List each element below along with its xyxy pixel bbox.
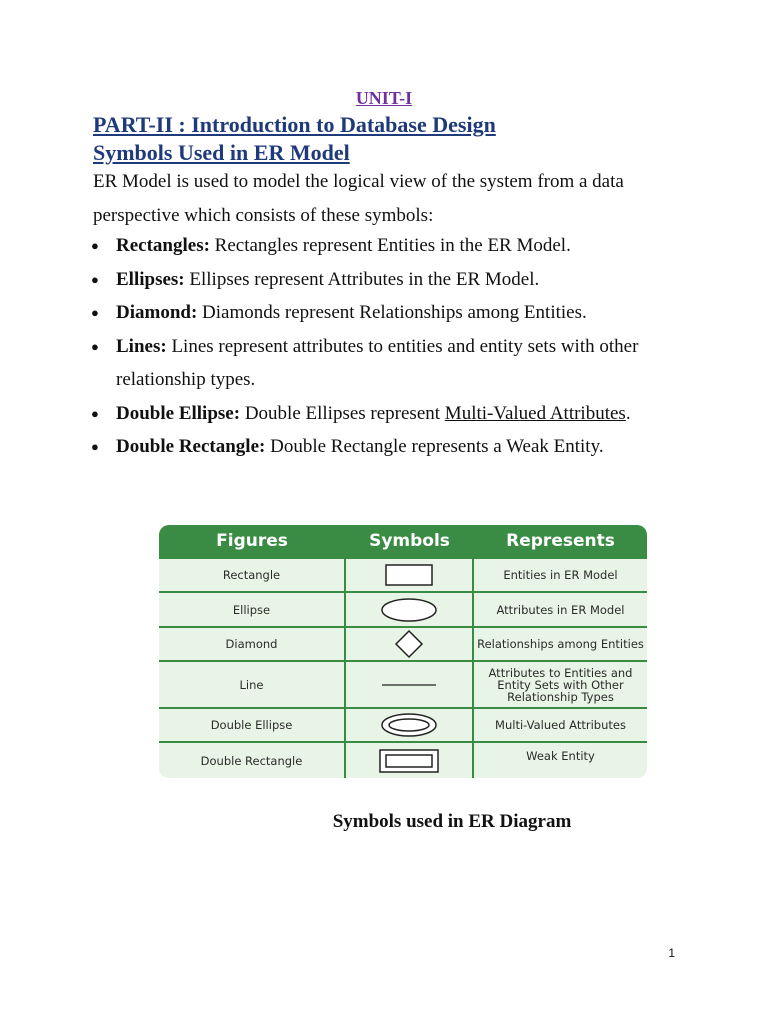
double-ellipse-symbol-icon [346, 709, 472, 741]
bullet-icon: ● [91, 405, 99, 421]
figure-cell: Double Ellipse [210, 718, 293, 732]
bullet-icon: ● [91, 305, 99, 320]
bullet-term: Double Ellipse: [116, 402, 241, 424]
diamond-symbol-icon [346, 628, 472, 660]
intro-paragraph: ER Model is used to model the logical view of the system from a data perspective which consists of these symbols: [93, 171, 624, 226]
bullet-term: Double Rectangle: [116, 436, 266, 457]
bullet-icon: ● [91, 271, 99, 287]
unit-heading: UNIT-I [355, 88, 413, 108]
represents-cell: Entities in ER Model [503, 568, 618, 582]
bullet-tail: . [625, 402, 631, 424]
header-represents: Represents [506, 531, 615, 551]
represents-cell: Weak Entity [526, 749, 595, 763]
list-item [93, 430, 693, 464]
bullet-icon: ● [91, 338, 99, 354]
rectangle-symbol-icon [346, 559, 472, 591]
represents-cell: Multi-Valued Attributes [495, 718, 626, 732]
header-symbols: Symbols [369, 531, 450, 551]
represents-cell: Relationships among Entities [477, 637, 644, 651]
bullet-text: Ellipses represent Attributes in the ER Model. [184, 268, 540, 290]
bullet-term: Lines: [116, 335, 167, 357]
line-symbol-icon [346, 662, 472, 707]
figure-caption: Symbols used in ER Diagram [332, 811, 572, 832]
list-item [93, 397, 693, 431]
bullet-text: Lines represent attributes to entities and entity sets with other relationship types. [116, 335, 639, 390]
represents-cell: Attributes in ER Model [496, 602, 625, 617]
list-item [93, 330, 693, 397]
figure-cell: Rectangle [222, 568, 281, 582]
list-item [93, 296, 693, 330]
list-item [93, 229, 693, 263]
ellipse-symbol-icon [346, 593, 472, 626]
page-number: 1 [668, 946, 675, 960]
figure-cell: Line [239, 677, 264, 692]
er-symbols-table [159, 525, 647, 778]
section-title: Symbols Used in ER Model [93, 140, 350, 165]
part-title: PART-II : Introduction to Database Design [93, 112, 496, 137]
represents-cell: Attributes to Entities and Entity Sets with Other Relationship Types [488, 665, 633, 704]
bullet-text: Double Rectangle represents a Weak Entity. [265, 436, 604, 457]
multi-valued-attributes-link[interactable]: Multi-Valued Attributes [444, 402, 626, 424]
figure-cell: Diamond [225, 637, 278, 651]
figure-cell: Ellipse [232, 602, 271, 617]
figure-cell: Double Rectangle [200, 753, 303, 768]
symbol-list [93, 229, 693, 464]
bullet-term: Rectangles: [116, 235, 210, 256]
bullet-icon: ● [91, 238, 99, 253]
double-rectangle-symbol-icon [346, 743, 472, 778]
bullet-term: Diamond: [116, 302, 198, 323]
list-item [93, 263, 693, 297]
bullet-text: Diamonds represent Relationships among Entities. [197, 302, 587, 323]
bullet-term: Ellipses: [116, 268, 185, 290]
bullet-text: Double Ellipses represent [240, 402, 445, 424]
header-figures: Figures [216, 531, 288, 551]
bullet-icon: ● [91, 439, 99, 454]
bullet-text: Rectangles represent Entities in the ER Model. [209, 235, 571, 256]
